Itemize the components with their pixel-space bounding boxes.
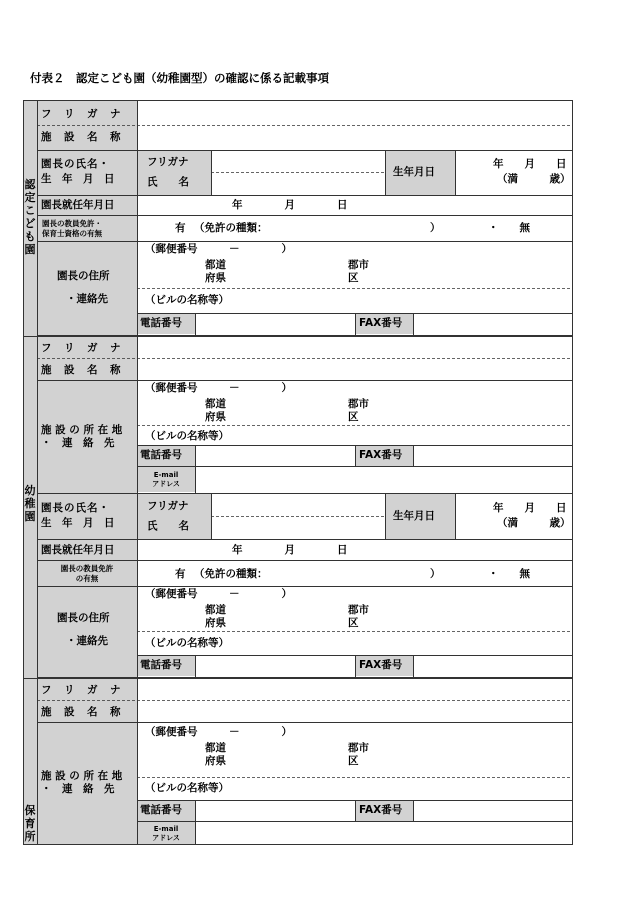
license-label-1: 園長の教員免許 (60, 564, 114, 573)
birthdate-label: 生年月日 (393, 510, 435, 522)
prefecture-1: 都道 (205, 742, 226, 754)
phone-field[interactable] (196, 314, 354, 334)
fax-label: FAX番号 (359, 804, 403, 816)
phone-label: 電話番号 (140, 449, 182, 461)
email-label-2: アドレス (152, 834, 180, 842)
director-name-label: 園長の氏名・ (41, 158, 110, 170)
city-1: 郡市 (348, 604, 369, 616)
facility-name-label: 施 設 名 称 (41, 131, 122, 143)
prefecture-1: 都道 (205, 259, 226, 271)
fax-label: FAX番号 (359, 659, 403, 671)
age-value: （満 歳） (497, 517, 571, 529)
director-contact-label: ・連絡先 (66, 293, 108, 305)
prefecture-1: 都道 (205, 398, 226, 410)
birthdate-value: 年 月 日 (493, 502, 567, 514)
city-2: 区 (348, 755, 359, 767)
email-label-2: アドレス (152, 480, 180, 488)
license-label-2: 保育士資格の有無 (42, 229, 102, 238)
email-label-1: E-mail (153, 825, 179, 833)
fax-field[interactable] (414, 314, 572, 334)
prefecture-2: 府県 (205, 755, 226, 767)
license-close: ） (430, 568, 441, 580)
appointment-date-label: 園長就任年月日 (41, 199, 115, 211)
prefecture-1: 都道 (205, 604, 226, 616)
section-label-nintei: 認定こども園 (24, 178, 36, 256)
section-label-youchien: 幼稚園 (24, 484, 36, 523)
birthdate-value: 年 月 日 (493, 158, 567, 170)
phone-label: 電話番号 (140, 804, 182, 816)
prefecture-2: 府県 (205, 272, 226, 284)
license-ari: 有 (175, 568, 186, 580)
fax-label: FAX番号 (359, 449, 403, 461)
furigana-sub-label: フリガナ (147, 500, 189, 512)
postal-code: （郵便番号 － ） (145, 382, 292, 394)
facility-contact-label: ・ 連 絡 先 (41, 783, 115, 795)
facility-name-field[interactable] (138, 126, 572, 150)
age-value: （満 歳） (497, 173, 571, 185)
prefecture-2: 府県 (205, 617, 226, 629)
building-name: （ビルの名称等） (145, 637, 229, 649)
city-2: 区 (348, 617, 359, 629)
license-close: ） (430, 222, 441, 234)
facility-location-label: 施 設 の 所 在 地 (41, 770, 123, 782)
furigana-sub-label: フリガナ (147, 156, 189, 168)
building-name: （ビルの名称等） (145, 294, 229, 306)
furigana-label: フ リ ガ ナ (41, 342, 122, 354)
director-birth-label: 生 年 月 日 (41, 517, 115, 529)
postal-code: （郵便番号 － ） (145, 243, 292, 255)
city-1: 郡市 (348, 742, 369, 754)
facility-furigana-field[interactable] (138, 101, 572, 125)
shimei-label: 氏 名 (147, 520, 189, 532)
shimei-label: 氏 名 (147, 176, 189, 188)
director-address-label: 園長の住所 (57, 612, 110, 624)
facility-location-label: 施 設 の 所 在 地 (41, 424, 123, 436)
license-ari: 有 (175, 222, 186, 234)
director-name-field[interactable] (212, 151, 384, 194)
facility-name-label: 施 設 名 称 (41, 706, 122, 718)
license-label-2: の有無 (75, 574, 99, 583)
license-nashi: ・ 無 (488, 222, 530, 234)
building-name: （ビルの名称等） (145, 782, 229, 794)
appointment-date-label: 園長就任年月日 (41, 544, 115, 556)
email-label-1: E-mail (153, 471, 179, 479)
city-1: 郡市 (348, 259, 369, 271)
license-type: （免許の種類： (194, 222, 268, 234)
fax-label: FAX番号 (359, 317, 403, 329)
building-name: （ビルの名称等） (145, 430, 229, 442)
license-type: （免許の種類： (194, 568, 268, 580)
prefecture-2: 府県 (205, 411, 226, 423)
birthdate-label: 生年月日 (393, 166, 435, 178)
furigana-label: フ リ ガ ナ (41, 108, 122, 120)
page-title: 付表２ 認定こども園（幼稚園型）の確認に係る記載事項 (30, 71, 329, 85)
section-label-hoikusho: 保育所 (24, 804, 36, 843)
director-address-label: 園長の住所 (57, 270, 110, 282)
city-1: 郡市 (348, 398, 369, 410)
facility-name-label: 施 設 名 称 (41, 364, 122, 376)
phone-label: 電話番号 (140, 317, 182, 329)
city-2: 区 (348, 272, 359, 284)
furigana-label: フ リ ガ ナ (41, 684, 122, 696)
facility-contact-label: ・ 連 絡 先 (41, 437, 115, 449)
director-birth-label: 生 年 月 日 (41, 173, 115, 185)
phone-label: 電話番号 (140, 659, 182, 671)
appointment-date-value: 年 月 日 (232, 544, 348, 556)
postal-code: （郵便番号 － ） (145, 588, 292, 600)
license-nashi: ・ 無 (488, 568, 530, 580)
director-name-label: 園長の氏名・ (41, 502, 110, 514)
director-contact-label: ・連絡先 (66, 635, 108, 647)
postal-code: （郵便番号 － ） (145, 726, 292, 738)
appointment-date-value: 年 月 日 (232, 199, 348, 211)
city-2: 区 (348, 411, 359, 423)
license-label-1: 園長の教員免許・ (42, 219, 102, 228)
